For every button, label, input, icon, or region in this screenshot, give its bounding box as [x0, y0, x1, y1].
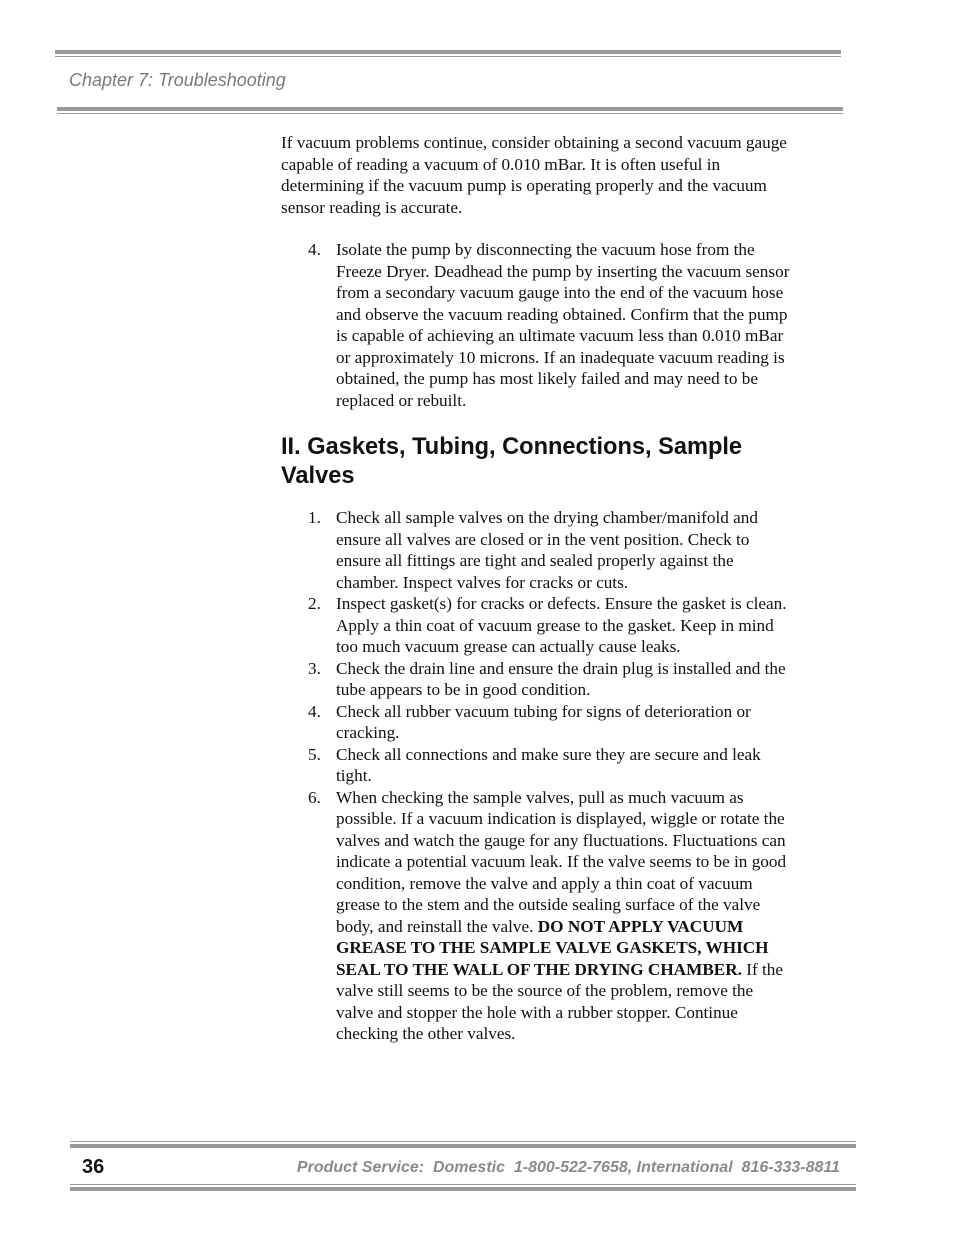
list-item-number: 2.: [308, 594, 321, 614]
product-service-contact: Product Service: Domestic 1-800-522-7658, International 816-333-8811: [296, 1159, 840, 1176]
list-item-text-continued: If the valve still seems to be the source of the problem, remove the valve and stopper the hole with a rubber stopper. Continue checking the other valves.: [336, 959, 784, 1044]
intro-paragraph: If vacuum problems continue, consider obtaining a second vacuum gauge capable of reading a vacuum of 0.010 mBar. It is often useful in determining if the vacuum pump is operating properly and the vacuum sensor reading is accurate.: [281, 133, 787, 217]
list-item-text: Isolate the pump by disconnecting the vacuum hose from the Freeze Dryer. Deadhead the pump by inserting the vacuum sensor from a secondary vacuum gauge into the end of the vacuum hose and observe the vacuum reading obtained. Confirm that the pump is capable of achieving an ultimate vacuum less than 0.010 mBar or approximately 10 microns. If an inadequate vacuum reading is obtained, the pump has most likely failed and may need to be replaced or rebuilt.: [336, 240, 790, 410]
list-item: [281, 593, 791, 658]
list-item-number: 4.: [308, 240, 321, 260]
list-item-text: Inspect gasket(s) for cracks or defects. Ensure the gasket is clean. Apply a thin coat of vacuum grease to the gasket. Keep in mind too much vacuum grease can actually cause leaks.: [336, 594, 787, 657]
list-item: [281, 658, 791, 701]
vacuum-steps-list: [281, 239, 791, 411]
list-item-text: When checking the sample valves, pull as much vacuum as possible. If a vacuum indication is displayed, wiggle or rotate the valves and watch the gauge for any fluctuations. Fluctuations can indicate a potential vacuum leak. If the valve seems to be in good condition, remove the valve and apply a thin coat of vacuum grease to the stem and the outside sealing surface of the valve body, and reinstall the valve.: [336, 787, 787, 936]
list-item-text: Check all sample valves on the drying chamber/manifold and ensure all valves are closed or in the vent position. Check to ensure all fittings are tight and sealed properly against the chamber. Inspect valves for cracks or cuts.: [336, 508, 758, 592]
list-item-text: Check all rubber vacuum tubing for signs of deterioration or cracking.: [336, 701, 751, 743]
list-item-number: 1.: [308, 508, 321, 528]
footer-rule-top: [70, 1141, 856, 1148]
page-number: 36: [82, 1156, 105, 1178]
footer-rule-bottom: [70, 1184, 856, 1191]
list-item-number: 6.: [308, 787, 321, 807]
list-item: [281, 239, 791, 411]
list-item-text: Check all connections and make sure they are secure and leak tight.: [336, 744, 761, 786]
header-rule-top: [55, 50, 841, 57]
page-content: [281, 132, 791, 1045]
section-heading: II. Gaskets, Tubing, Connections, Sample Valves: [281, 434, 743, 490]
list-item-number: 4.: [308, 701, 321, 721]
list-item: [281, 787, 791, 1045]
list-item: [281, 701, 791, 744]
warning-text: DO NOT APPLY VACUUM GREASE TO THE SAMPLE VALVE GASKETS, WHICH SEAL TO THE WALL OF THE DRYING CHAMBER.: [336, 916, 769, 979]
header-rule-bottom: [57, 107, 843, 114]
list-item-number: 3.: [308, 658, 321, 678]
gasket-steps-list: [281, 507, 791, 1045]
list-item: [281, 744, 791, 787]
list-item: [281, 507, 791, 593]
list-item-number: 5.: [308, 744, 321, 764]
list-item-text: Check the drain line and ensure the drain plug is installed and the tube appears to be in good condition.: [336, 658, 786, 700]
chapter-title: Chapter 7: Troubleshooting: [69, 70, 286, 90]
